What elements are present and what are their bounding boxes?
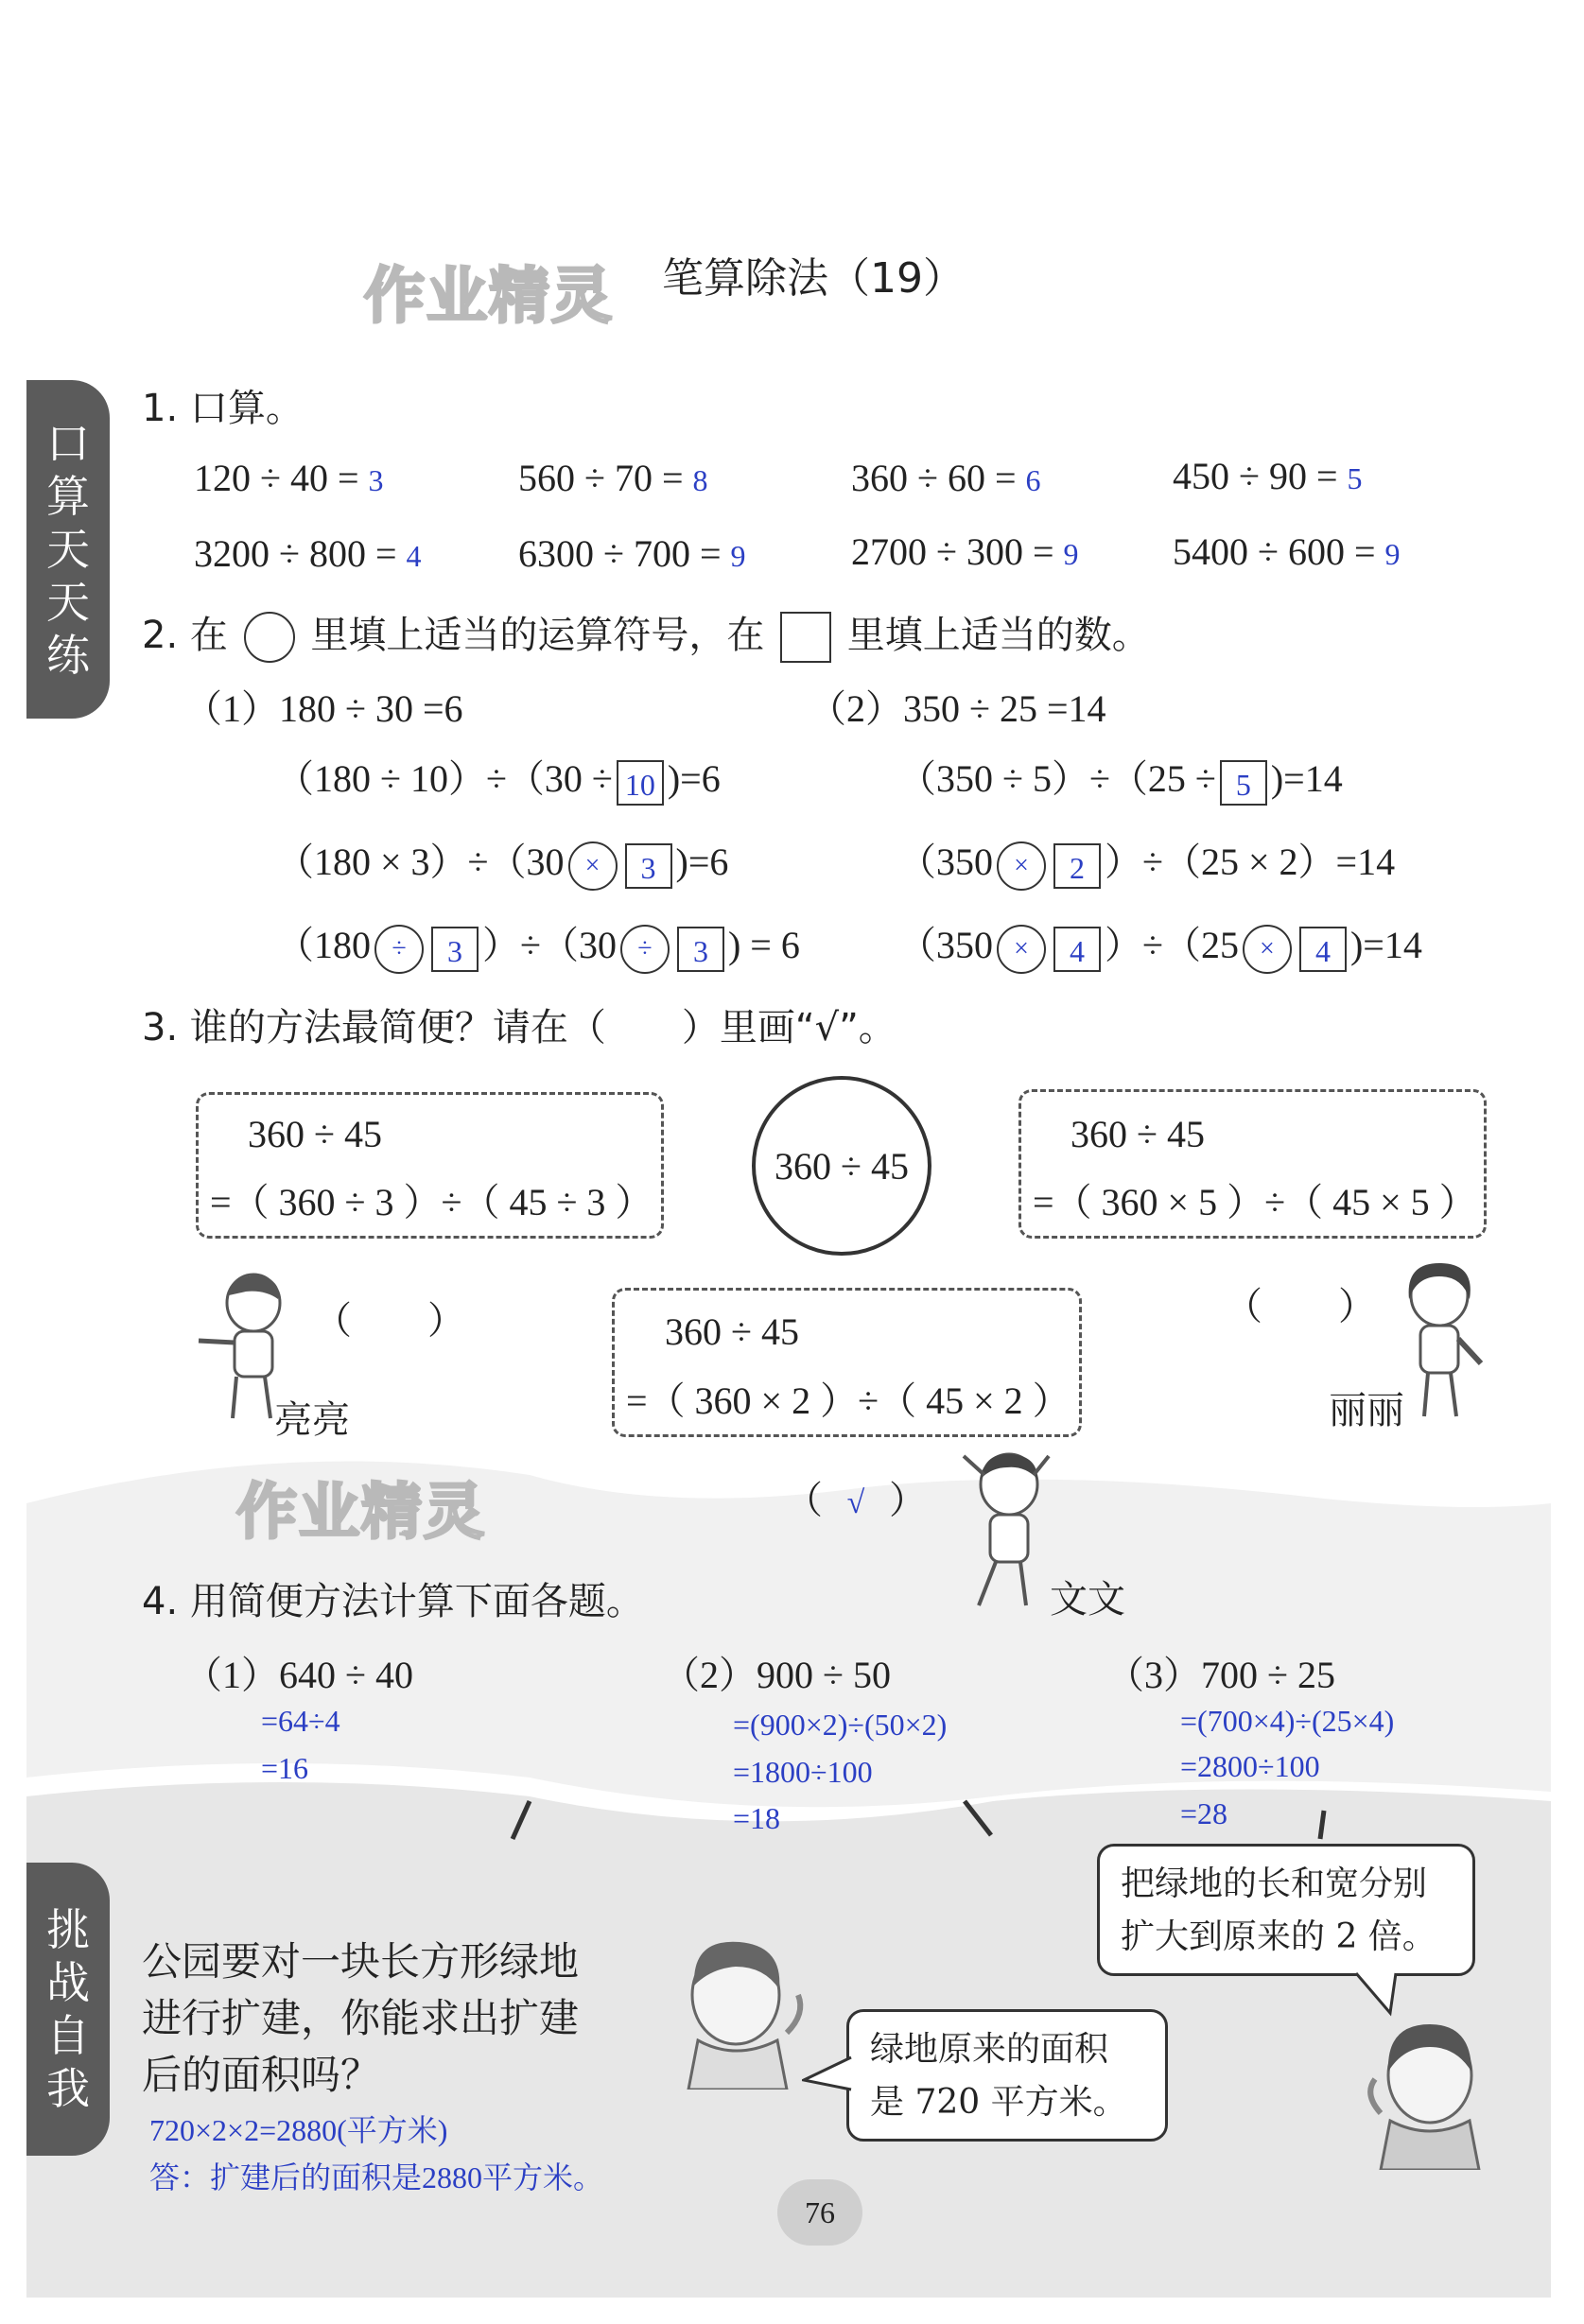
q1-item: 6300 ÷ 700 = 9 <box>518 532 746 575</box>
q1-item: 2700 ÷ 300 = 9 <box>851 530 1079 573</box>
square-symbol-icon <box>780 612 831 663</box>
liangliang-name: 亮亮 <box>274 1398 350 1442</box>
tab-char: 我 <box>46 2063 90 2114</box>
center-expression: 360 ÷ 45 <box>775 1144 909 1188</box>
liangliang-paren: （ ） <box>314 1299 465 1343</box>
q2-p1-row1: （180 ÷ 10）÷（30 ÷ 10 )=6 <box>276 749 721 806</box>
boy-figure-icon <box>673 1929 815 2090</box>
tab-char: 天 <box>46 577 90 628</box>
speech-bubble-area: 绿地原来的面积 是 720 平方米。 <box>846 2009 1168 2142</box>
q3-label: 3. 谁的方法最简便？请在（ ）里画“√”。 <box>142 1006 896 1049</box>
page-number: 76 <box>805 2194 835 2229</box>
q1-item: 560 ÷ 70 = 8 <box>518 457 708 499</box>
q4-label: 4. 用简便方法计算下面各题。 <box>142 1580 644 1623</box>
girl-figure-icon <box>1362 2000 1494 2170</box>
lili-paren: （ ） <box>1225 1285 1376 1328</box>
page-number-badge <box>777 2179 862 2246</box>
operator-circle: ÷ <box>620 925 670 974</box>
q4-p3-step: =(700×4)÷(25×4) <box>1180 1704 1395 1738</box>
q1-item: 5400 ÷ 600 = 9 <box>1173 530 1401 573</box>
answer-box: 3 <box>677 927 724 972</box>
q2-p1-row2: （180 × 3）÷（30 × 3 )=6 <box>276 832 728 891</box>
tab-char: 天 <box>46 524 90 575</box>
tab-char: 算 <box>46 471 90 522</box>
operator-circle: ÷ <box>374 925 424 974</box>
tab-char: 挑 <box>46 1904 90 1955</box>
center-circle <box>752 1076 931 1256</box>
wenwen-paren: （ √ ） <box>785 1479 927 1522</box>
method-liangliang-line2: =（ 360 ÷ 3 ）÷（ 45 ÷ 3 ） <box>210 1181 653 1223</box>
q2-p1-row3: （180 ÷ 3 ）÷（30 ÷ 3 ) = 6 <box>276 915 800 974</box>
operator-circle: × <box>997 925 1046 974</box>
answer-box: 4 <box>1053 927 1101 972</box>
q4-p2-step: =1800÷100 <box>733 1755 873 1789</box>
q4-p2-step: =(900×2)÷(50×2) <box>733 1708 948 1742</box>
lili-figure-icon <box>1390 1257 1494 1423</box>
q2-p2-given: （2）350 ÷ 25 =14 <box>809 687 1106 730</box>
q4-p3-step: =2800÷100 <box>1180 1749 1320 1783</box>
method-wenwen-line1: 360 ÷ 45 <box>665 1310 799 1353</box>
q2-p2-row3: （350 × 4 ）÷（25 × 4 )=14 <box>898 915 1422 974</box>
check-mark: √ <box>846 1485 865 1520</box>
watermark-middle: 作业精灵 <box>236 1478 486 1548</box>
answer-box: 3 <box>431 927 479 972</box>
answer-box: 4 <box>1299 927 1347 972</box>
q1-item: 120 ÷ 40 = 3 <box>194 457 384 499</box>
tab-char: 战 <box>46 1957 90 2008</box>
method-wenwen-line2: =（ 360 × 2 ）÷（ 45 × 2 ） <box>626 1379 1071 1422</box>
circle-symbol-icon <box>244 612 295 663</box>
method-lili-line2: =（ 360 × 5 ）÷（ 45 × 5 ） <box>1033 1181 1477 1223</box>
q4-p3-step: =28 <box>1180 1796 1228 1830</box>
q2-p2-row2: （350 × 2 ）÷（25 × 2）=14 <box>898 832 1395 891</box>
answer-box: 3 <box>625 843 672 889</box>
q2-p1-given: （1）180 ÷ 30 =6 <box>184 687 463 730</box>
q1-item: 3200 ÷ 800 = 4 <box>194 532 422 575</box>
operator-circle: × <box>997 841 1046 891</box>
speech-bubble-expand: 把绿地的长和宽分别 扩大到原来的 2 倍。 <box>1097 1844 1475 1976</box>
challenge-question: 公园要对一块长方形绿地 进行扩建，你能求出扩建 后的面积吗？ <box>142 1938 580 2098</box>
wenwen-figure-icon <box>950 1447 1064 1617</box>
watermark-top: 作业精灵 <box>364 262 614 332</box>
q4-p2-step: =18 <box>733 1801 781 1835</box>
operator-circle: × <box>568 841 618 891</box>
side-tab-challenge <box>26 1863 110 2156</box>
operator-circle: × <box>1243 925 1292 974</box>
challenge-answer: 720×2×2=2880(平方米) 答：扩建后的面积是2880平方米。 <box>149 2113 604 2194</box>
tab-char: 口 <box>46 418 90 469</box>
q2-label: 2. 在 里填上适当的运算符号，在 里填上适当的数。 <box>142 605 1150 663</box>
q1-label: 1. 口算。 <box>142 387 304 430</box>
page-title: 笔算除法（19） <box>662 254 965 303</box>
answer-box: 5 <box>1220 760 1267 806</box>
answer-box: 2 <box>1053 843 1101 889</box>
q1-item: 450 ÷ 90 = 5 <box>1173 455 1363 497</box>
answer-box: 10 <box>617 760 664 806</box>
tab-char: 自 <box>46 2010 90 2061</box>
q4-p2-question: （2）900 ÷ 50 <box>662 1654 891 1696</box>
q4-p1-question: （1）640 ÷ 40 <box>184 1654 413 1696</box>
q2-p2-row1: （350 ÷ 5）÷（25 ÷ 5 )=14 <box>898 749 1343 806</box>
wenwen-name: 文文 <box>1050 1578 1125 1622</box>
side-tab-daily-practice <box>26 380 110 719</box>
tab-char: 练 <box>46 630 90 681</box>
lili-name: 丽丽 <box>1329 1389 1404 1432</box>
q4-p1-step: =16 <box>261 1751 309 1785</box>
q1-item: 360 ÷ 60 = 6 <box>851 457 1041 499</box>
q4-p3-question: （3）700 ÷ 25 <box>1106 1654 1335 1696</box>
method-lili-line1: 360 ÷ 45 <box>1071 1113 1205 1155</box>
q4-p1-step: =64÷4 <box>261 1704 340 1738</box>
method-liangliang-line1: 360 ÷ 45 <box>248 1113 382 1155</box>
